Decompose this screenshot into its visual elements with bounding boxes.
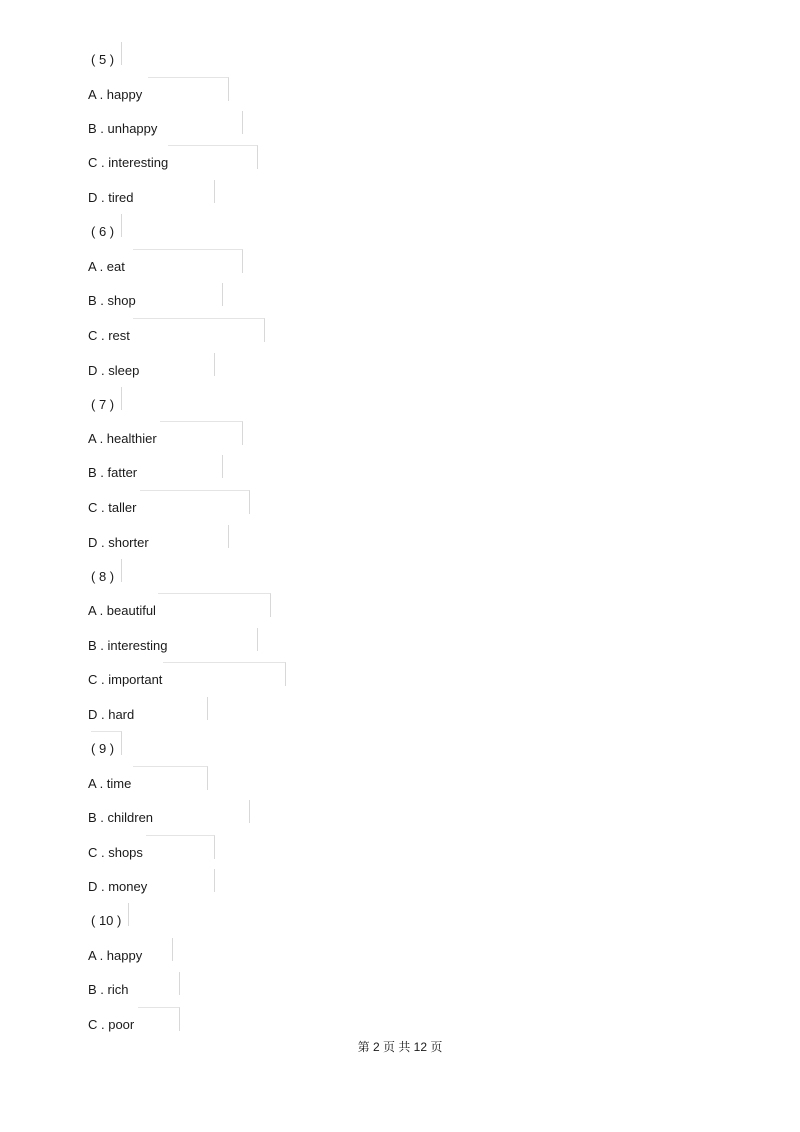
option-c [88, 498, 136, 518]
option-box [138, 697, 208, 720]
option-d [88, 877, 147, 897]
question-number-text: ( 5 ) [91, 52, 115, 67]
option-a [88, 774, 131, 794]
option-text: B . interesting [88, 638, 168, 653]
option-box [150, 525, 229, 548]
option-text: D . money [88, 879, 148, 894]
option-a [88, 946, 142, 966]
option-a [88, 85, 142, 105]
option-text: B . unhappy [88, 121, 158, 136]
option-text: B . shop [88, 293, 136, 308]
option-box [163, 662, 286, 686]
option-box [140, 490, 250, 514]
question-number [91, 50, 114, 70]
option-text: B . fatter [88, 465, 138, 480]
question-number-text: ( 7 ) [91, 397, 115, 412]
option-b [88, 636, 168, 656]
option-b [88, 808, 153, 828]
option-box [133, 249, 243, 273]
option-box [158, 111, 243, 134]
option-box [133, 766, 208, 790]
option-text: D . tired [88, 190, 134, 205]
option-box [158, 593, 271, 617]
option-text: D . hard [88, 707, 135, 722]
option-box [133, 972, 180, 995]
option-text: B . children [88, 810, 154, 825]
option-c [88, 153, 168, 173]
option-box [140, 455, 223, 478]
option-box [138, 1007, 180, 1031]
page-footer [0, 1038, 800, 1056]
question-number-text: ( 9 ) [91, 741, 115, 756]
option-box [133, 318, 265, 342]
option-text: A . healthier [88, 431, 157, 446]
option-box [148, 77, 229, 101]
option-a [88, 601, 156, 621]
question-number-text: ( 8 ) [91, 569, 115, 584]
option-text: C . important [88, 672, 163, 687]
option-text: A . eat [88, 259, 125, 274]
question-number [91, 222, 114, 242]
option-text: B . rich [88, 982, 129, 997]
option-text: A . happy [88, 948, 143, 963]
option-box [143, 353, 215, 376]
option-box [148, 938, 173, 961]
option-box [138, 180, 215, 203]
option-text: D . sleep [88, 363, 140, 378]
question-number [91, 739, 114, 759]
option-text: C . rest [88, 328, 130, 343]
option-text: D . shorter [88, 535, 149, 550]
option-box [168, 628, 258, 651]
option-box [158, 800, 250, 823]
option-box [138, 283, 223, 306]
question-number-text: ( 6 ) [91, 224, 115, 239]
option-b [88, 463, 137, 483]
page-number-label: 第 2 页 共 12 页 [357, 1040, 443, 1054]
option-c [88, 670, 162, 690]
option-text: C . poor [88, 1017, 135, 1032]
option-text: C . shops [88, 845, 143, 860]
question-number-text: ( 10 ) [91, 913, 122, 928]
option-text: C . interesting [88, 155, 169, 170]
question-number [91, 395, 114, 415]
option-d [88, 361, 139, 381]
option-d [88, 705, 134, 725]
option-box [160, 421, 243, 445]
option-text: A . happy [88, 87, 143, 102]
option-text: A . beautiful [88, 603, 156, 618]
question-number [91, 911, 121, 931]
option-a [88, 257, 125, 277]
option-b [88, 980, 128, 1000]
option-box [146, 835, 215, 859]
option-text: A . time [88, 776, 132, 791]
option-c [88, 1015, 134, 1035]
option-box [150, 869, 215, 892]
option-text: C . taller [88, 500, 137, 515]
option-c [88, 326, 130, 346]
option-box [168, 145, 258, 169]
option-a [88, 429, 157, 449]
option-b [88, 291, 136, 311]
option-d [88, 533, 149, 553]
question-number [91, 567, 114, 587]
option-b [88, 119, 157, 139]
option-d [88, 188, 134, 208]
option-c [88, 843, 143, 863]
